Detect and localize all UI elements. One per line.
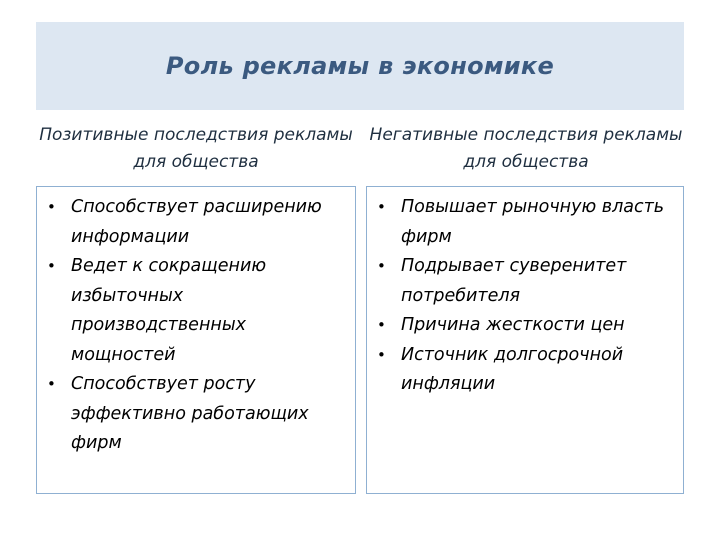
list-item: [37, 252, 355, 370]
bullet-icon: •: [47, 257, 56, 275]
title-band: [36, 22, 684, 110]
list-item-text: Причина жесткости цен: [401, 315, 625, 335]
list-item: [367, 311, 683, 341]
list-item-text: Способствует расширению информации: [71, 197, 322, 247]
list-item-text: Повышает рыночную власть фирм: [401, 197, 665, 247]
bullet-icon: •: [47, 198, 56, 216]
list-item: [367, 252, 683, 311]
list-item: [37, 193, 355, 252]
list-item-text: Подрывает суверенитет потребителя: [401, 256, 627, 306]
bullet-icon: •: [377, 316, 386, 334]
slide-title: Роль рекламы в экономике: [165, 52, 555, 80]
list-item: [367, 193, 683, 252]
bullet-icon: •: [377, 345, 386, 364]
list-item-text: Способствует росту эффективно работающих фирм: [71, 374, 309, 453]
list-item: [37, 370, 355, 459]
list-item: [367, 341, 683, 400]
negative-box: [366, 186, 684, 494]
bullet-icon: •: [377, 198, 386, 216]
list-item-text: Источник долгосрочной инфляции: [401, 344, 624, 394]
positive-heading: Позитивные последствия рекламы для общества: [39, 125, 353, 172]
negative-heading: Негативные последствия рекламы для общества: [369, 125, 683, 172]
positive-box: [36, 186, 356, 494]
bullet-icon: •: [377, 257, 386, 275]
list-item-text: Ведет к сокращению избыточных производственных мощностей: [71, 256, 267, 365]
positive-list: [37, 193, 355, 459]
negative-list: [367, 193, 683, 400]
bullet-icon: •: [47, 375, 56, 393]
